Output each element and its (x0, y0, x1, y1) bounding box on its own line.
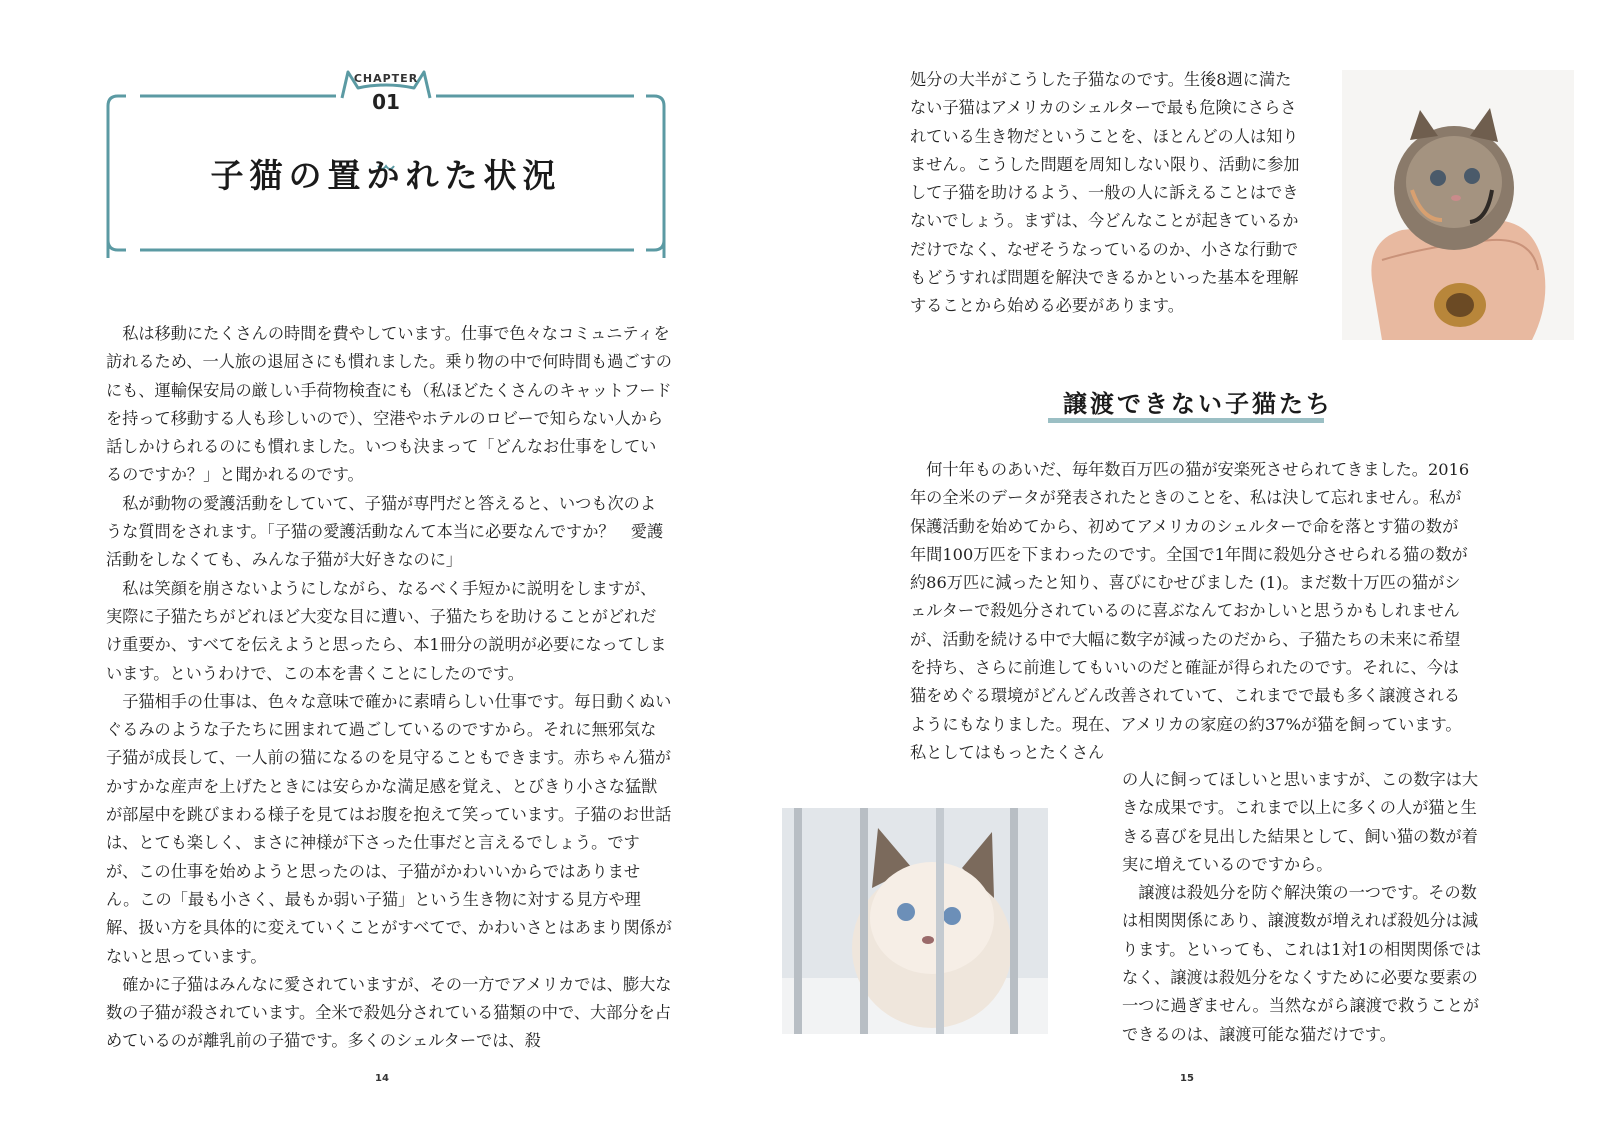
chapter-label: CHAPTER (353, 72, 419, 85)
paragraph: 子猫相手の仕事は、色々な意味で確かに素晴らしい仕事です。毎日動くぬいぐるみのような子たちに囲まれて過ごしているのですから。それに無邪気な子猫が成長して、一人前の猫になるのを見守ることもできます。赤ちゃん猫がかすかな産声を上げたときには安らかな満足感を覚え、とびきり小さな猛獣が部屋中を跳びまわる様子を見てはお腹を抱えて笑っています。子猫のお世話は、とても楽しく、まさに神様が下さった仕事だと言えるでしょう。ですが、この仕事を始めようと思ったのは、子猫がかわいいからではありません。この「最も小さく、最もか弱い子猫」という生き物に対する見方や理解、扱い方を具体的に変えていくことがすべてで、かわいさとはあまり関係がないと思っています。 (106, 691, 672, 966)
right-page (800, 0, 1600, 1136)
kitten-in-cage-image (782, 808, 1048, 1034)
page-number-left: 14 (375, 1073, 389, 1084)
kitten-in-hand-image (1342, 70, 1574, 340)
paragraph: 私は移動にたくさんの時間を費やしています。仕事で色々なコミュニティを訪れるため、一人旅の退屈さにも慣れました。乗り物の中で何時間も過ごすのにも、運輸保安局の厳しい手荷物検査にも（私ほどたくさんのキャットフードを持って移動する人も珍しいので）、空港やホテルのロビーで知らない人から話しかけられるのにも慣れました。いつも決まって「どんなお仕事をしているのですか？」と聞かれるのです。 (106, 324, 672, 485)
left-body-text (106, 320, 672, 1056)
chapter-header (106, 72, 666, 254)
chapter-title: 子猫の置かれた状況 (210, 156, 562, 195)
chapter-number: 01 (372, 90, 400, 114)
right-top-text (910, 66, 1300, 321)
paragraph: 処分の大半がこうした子猫なのです。生後8週に満たない子猫はアメリカのシェルターで最も危険にさらされている生き物だということを、ほとんどの人は知りません。こうした問題を周知しない限り、活動に参加して子猫を助けるよう、一般の人に訴えることはできないでしょう。まずは、今どんなことが起きているかだけでなく、なぜそうなっているのか、小さな行動でもどうすれば問題を解決できるかといった基本を理解することから始める必要があります。 (910, 70, 1300, 316)
kitten-in-hand-photo (1342, 70, 1574, 340)
section-heading: 譲渡できない子猫たち (1063, 390, 1333, 418)
paragraph: の人に飼ってほしいと思いますが、この数字は大きな成果です。これまで以上に多くの人が猫と生きる喜びを見出した結果として、飼い猫の数が着実に増えているのですから。 (1122, 770, 1479, 874)
right-bottom-text (1122, 766, 1482, 1049)
paragraph: 私は笑顔を崩さないようにしながら、なるべく手短かに説明をしますが、実際に子猫たちがどれほど大変な目に遭い、子猫たちを助けることがどれだけ重要か、すべてを伝えようと思ったら、本1冊分の説明が必要になってしまいます。というわけで、この本を書くことにしたのです。 (106, 578, 667, 683)
right-mid-text (910, 456, 1470, 767)
paragraph: 譲渡は殺処分を防ぐ解決策の一つです。その数は相関関係にあり、譲渡数が増えれば殺処分は減ります。といっても、これは1対1の相関関係ではなく、譲渡は殺処分をなくすために必要な要素の一つに過ぎません。当然ながら譲渡で救うことができるのは、譲渡可能な猫だけです。 (1122, 883, 1482, 1044)
paragraph: 私が動物の愛護活動をしていて、子猫が専門だと答えると、いつも次のような質問をされます。「子猫の愛護活動なんて本当に必要なんですか？ 愛護活動をしなくても、みんな子猫が大好きなのに」 (106, 493, 664, 570)
chapter-frame-bottom-icon (106, 230, 666, 260)
section-underline (1048, 418, 1324, 423)
paragraph: 確かに子猫はみんなに愛されていますが、その一方でアメリカでは、膨大な数の子猫が殺されています。全米で殺処分されている猫類の中で、大部分を占めているのが離乳前の子猫です。多くのシェルターでは、殺 (106, 974, 672, 1051)
paragraph: 何十年ものあいだ、毎年数百万匹の猫が安楽死させられてきました。2016年の全米のデータが発表されたときのことを、私は決して忘れません。私が保護活動を始めてから、初めてアメリカのシェルターで命を落とす猫の数が年間100万匹を下まわったのです。全国で1年間に殺処分させられる猫の数が約86万匹に減ったと知り、喜びにむせびました (1)。まだ数十万匹の猫がシェルターで殺処分されているのに喜ぶなんておかしいと思うかもしれませんが、活動を続ける中で大幅に数字が減ったのだから、子猫たちの未来に希望を持ち、さらに前進してもいいのだと確証が得られたのです。それに、今は猫をめぐる環境がどんどん改善されていて、これまでで最も多く譲渡されるようにもなりました。現在、アメリカの家庭の約37%が猫を飼っています。私としてはもっとたくさん (910, 460, 1470, 762)
page-number-right: 15 (1180, 1073, 1194, 1084)
kitten-in-cage-photo (782, 808, 1048, 1034)
